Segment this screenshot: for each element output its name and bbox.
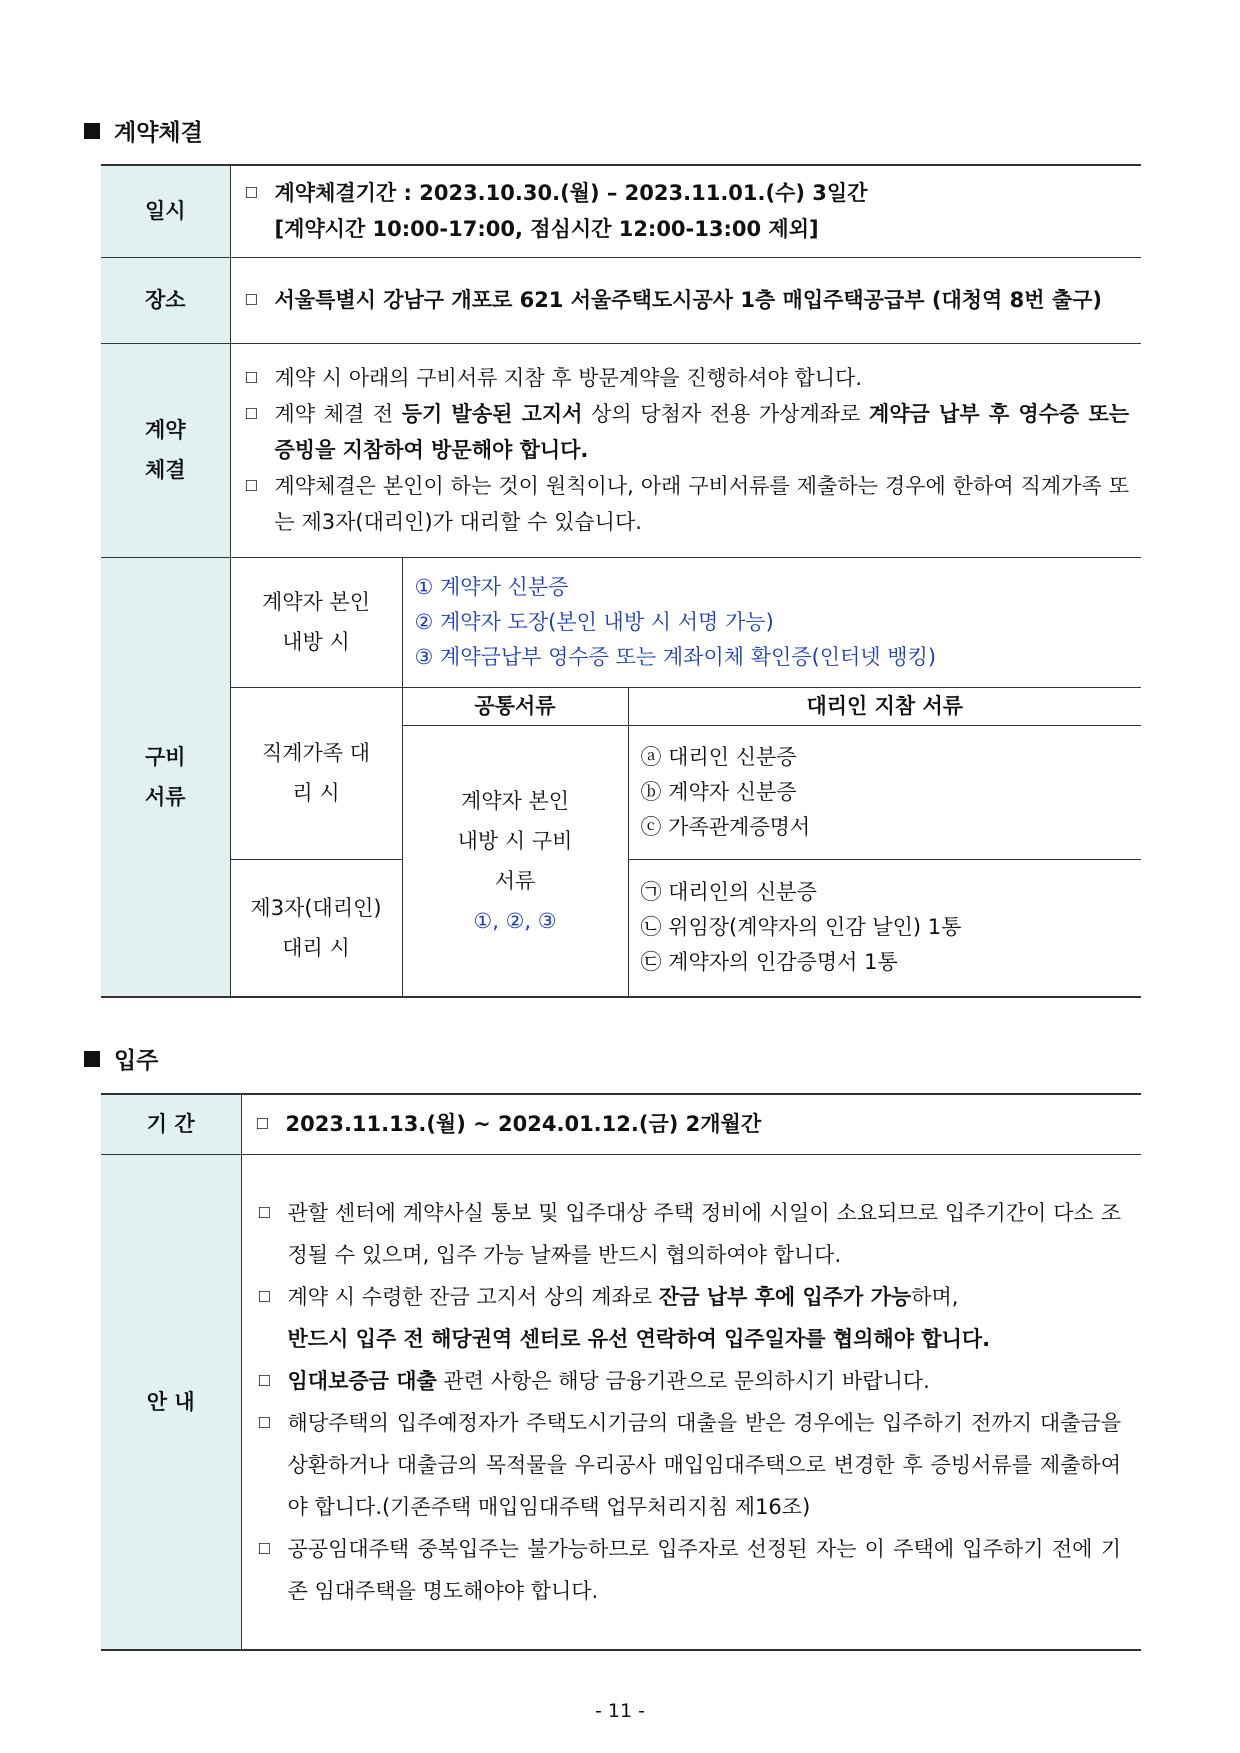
checkbox-icon: ☐ (244, 477, 258, 495)
checkbox-icon: ☐ (255, 1115, 269, 1134)
date-period: 계약체결기간 : 2023.10.30.(월) – 2023.11.01.(수) 3일간 (274, 181, 868, 206)
signing-b3: 계약체결은 본인이 하는 것이 원칙이나, 아래 구비서류를 제출하는 경우에 한하여 직계가족 또는 제3자(대리인)가 대리할 수 있습니다. (274, 474, 1130, 534)
guide-1: 관할 센터에 계약사실 통보 및 입주대상 주택 정비에 시일이 소요되므로 입주기간이 다소 조정될 수 있으며, 입주 가능 날짜를 반드시 협의하여야 합니다. (287, 1200, 1121, 1267)
guide-4: 해당주택의 입주예정자가 주택도시기금의 대출을 받은 경우에는 입주하기 전까지 대출금을 상환하거나 대출금의 목적물을 우리공사 매입임대주택으로 변경한 후 증빙서류를 제출하여야 합니다.(기존주택 매입임대주택 업무처리지침 제16조) (287, 1410, 1121, 1519)
signing-b1: 계약 시 아래의 구비서류 지참 후 방문계약을 진행하셔야 합니다. (274, 366, 863, 390)
label-place: 장소 (101, 257, 230, 343)
contract-table (101, 164, 1141, 998)
family-items: ⓐ 대리인 신분증 ⓑ 계약자 신분증 ⓒ 가족관계증명서 (628, 725, 1141, 859)
self-item-3: ③ 계약금납부 영수증 또는 계좌이체 확인증(인터넷 뱅킹) (414, 644, 937, 669)
checkbox-icon: ☐ (257, 1203, 271, 1222)
family-label: 직계가족 대리 시 (230, 687, 402, 859)
row-guide (101, 1154, 1141, 1650)
guide-cell (241, 1154, 1141, 1650)
row-docs-self (101, 557, 1141, 687)
checkbox-icon: ☐ (257, 1371, 271, 1390)
row-place (101, 257, 1141, 343)
agent-header: 대리인 지참 서류 (628, 687, 1141, 725)
checkbox-icon: ☐ (244, 291, 258, 309)
label-signing: 계약 체결 (101, 343, 230, 557)
checkbox-icon: ☐ (244, 369, 258, 387)
movein-table (101, 1093, 1141, 1651)
common-docs: 계약자 본인 내방 시 구비서류 ①, ②, ③ (402, 725, 628, 997)
checkbox-icon: ☐ (257, 1539, 271, 1558)
label-guide: 안 내 (101, 1154, 241, 1650)
row-date (101, 165, 1141, 257)
signing-b2: 계약 체결 전 등기 발송된 고지서 상의 당첨자 전용 가상계좌로 계약금 납부 후 영수증 또는 증빙을 지참하여 방문해야 합니다. (274, 402, 1130, 462)
label-date: 일시 (101, 165, 230, 257)
date-hours: [계약시간 10:00-17:00, 점심시간 12:00-13:00 제외] (274, 217, 819, 242)
period-text: 2023.11.13.(월) ~ 2024.01.12.(금) 2개월간 (285, 1112, 762, 1137)
signing-cell (230, 343, 1141, 557)
self-item-1: ① 계약자 신분증 (414, 574, 569, 599)
checkbox-icon: ☐ (257, 1287, 271, 1306)
square-bullet-icon (84, 123, 100, 139)
page-number: - 11 - (595, 1700, 645, 1722)
self-visit-label: 계약자 본인 내방 시 (230, 557, 402, 687)
label-period: 기 간 (101, 1094, 241, 1154)
self-visit-items (402, 557, 1141, 687)
section-title-contract: 계약체결 (84, 114, 203, 147)
third-party-label: 제3자(대리인) 대리 시 (230, 859, 402, 997)
checkbox-icon: ☐ (244, 405, 258, 423)
self-item-2: ② 계약자 도장(본인 내방 시 서명 가능) (414, 609, 774, 634)
row-period (101, 1094, 1141, 1154)
section-title-movein: 입주 (84, 1042, 158, 1075)
common-refs: ①, ②, ③ (473, 908, 557, 933)
place-cell (230, 257, 1141, 343)
place-text: 서울특별시 강남구 개포로 621 서울주택도시공사 1층 매입주택공급부 (대청역 8번 출구) (274, 288, 1102, 312)
square-bullet-icon (84, 1051, 100, 1067)
guide-2: 계약 시 수령한 잔금 고지서 상의 계좌로 잔금 납부 후에 입주가 가능하며, 반드시 입주 전 해당권역 센터로 유선 연락하여 입주일자를 협의해야 합니다. (287, 1284, 991, 1351)
guide-5: 공공임대주택 중복입주는 불가능하므로 입주자로 선정된 자는 이 주택에 입주하기 전에 기존 임대주택을 명도해야야 합니다. (287, 1536, 1121, 1603)
third-items: ㉠ 대리인의 신분증 ㉡ 위임장(계약자의 인감 날인) 1통 ㉢ 계약자의 인감증명서 1통 (628, 859, 1141, 997)
date-cell (230, 165, 1141, 257)
guide-3: 임대보증금 대출 관련 사항은 해당 금융기관으로 문의하시기 바랍니다. (287, 1368, 930, 1393)
checkbox-icon: ☐ (244, 184, 258, 203)
label-documents: 구비 서류 (101, 557, 230, 997)
common-header: 공통서류 (402, 687, 628, 725)
period-cell (241, 1094, 1141, 1154)
checkbox-icon: ☐ (257, 1413, 271, 1432)
row-signing (101, 343, 1141, 557)
row-docs-headers (101, 687, 1141, 725)
